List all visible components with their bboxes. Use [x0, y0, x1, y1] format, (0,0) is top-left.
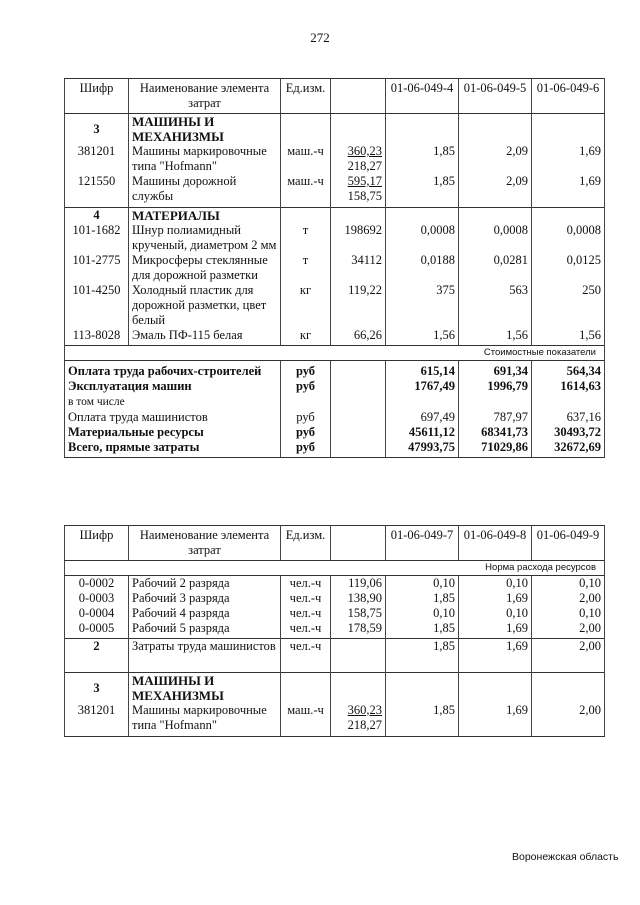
cost-unit: руб [281, 379, 331, 410]
row-code: 101-2775 [65, 253, 129, 283]
row-price: 178,59 [331, 621, 386, 638]
row-price: 198692 [331, 223, 386, 253]
row-value-1: 1,85 [386, 703, 459, 737]
section-row [65, 672, 605, 703]
cost-value-2: 68341,73 [459, 425, 532, 440]
row-value-2: 2,09 [459, 144, 532, 174]
row-code: 101-4250 [65, 283, 129, 328]
row-unit: маш.-ч [281, 144, 331, 174]
cost-value-3: 30493,72 [532, 425, 605, 440]
row-name: Эмаль ПФ-115 белая [129, 328, 281, 346]
header-price [331, 526, 386, 561]
cost-value-3: 637,16 [532, 410, 605, 425]
row-code: 121550 [65, 174, 129, 207]
header-col1: 01-06-049-7 [386, 526, 459, 561]
cost-value-2: 1996,79 [459, 379, 532, 410]
row-price: 119,06 [331, 576, 386, 592]
section-row [65, 638, 605, 672]
section-title: МАШИНЫ И МЕХАНИЗМЫ [129, 672, 281, 703]
band-row [65, 561, 605, 576]
cost-value-1: 697,49 [386, 410, 459, 425]
row-value-1: 1,85 [386, 638, 459, 672]
cost-row [65, 410, 605, 425]
row-price: 360,23 218,27 [331, 703, 386, 737]
row-value-1: 0,10 [386, 606, 459, 621]
row-unit: чел.-ч [281, 621, 331, 638]
row-name: Холодный пластик для дорожной разметки, цвет белый [129, 283, 281, 328]
cost-name: Оплата труда рабочих-строителей [65, 361, 281, 380]
row-unit: кг [281, 283, 331, 328]
row-value-1: 1,85 [386, 174, 459, 207]
table-row [65, 144, 605, 174]
table-row [65, 576, 605, 592]
cost-row [65, 440, 605, 457]
row-value-3: 0,0125 [532, 253, 605, 283]
cost-name: Материальные ресурсы [65, 425, 281, 440]
section-number: 3 [65, 672, 129, 703]
row-value-3: 1,69 [532, 144, 605, 174]
table-row [65, 174, 605, 207]
row-unit: кг [281, 328, 331, 346]
cost-value-3: 32672,69 [532, 440, 605, 457]
section-title: Затраты труда машинистов [129, 638, 281, 672]
band-label: Стоимостные показатели [65, 346, 605, 361]
row-code: 381201 [65, 703, 129, 737]
row-value-3: 1,69 [532, 174, 605, 207]
row-price: 360,23 218,27 [331, 144, 386, 174]
table-header-row [65, 79, 605, 114]
row-name: Рабочий 3 разряда [129, 591, 281, 606]
section-title: МАТЕРИАЛЫ [129, 207, 281, 223]
cost-name: Всего, прямые затраты [65, 440, 281, 457]
estimate-table-1 [64, 78, 605, 458]
row-value-3: 2,00 [532, 591, 605, 606]
row-code: 0-0003 [65, 591, 129, 606]
row-price: 138,90 [331, 591, 386, 606]
row-unit: т [281, 253, 331, 283]
row-value-3: 250 [532, 283, 605, 328]
row-name: Машины маркировочные типа "Hofmann" [129, 144, 281, 174]
cost-row [65, 361, 605, 380]
table-header-row [65, 526, 605, 561]
row-value-2: 1,56 [459, 328, 532, 346]
section-title: МАШИНЫ И МЕХАНИЗМЫ [129, 114, 281, 145]
row-code: 113-8028 [65, 328, 129, 346]
cost-unit: руб [281, 361, 331, 380]
header-col2: 01-06-049-8 [459, 526, 532, 561]
table-row [65, 223, 605, 253]
table-row [65, 591, 605, 606]
row-value-2: 0,10 [459, 606, 532, 621]
estimate-table-2 [64, 525, 605, 737]
row-value-2: 1,69 [459, 621, 532, 638]
header-col3: 01-06-049-6 [532, 79, 605, 114]
cost-name: Эксплуатация машин в том числе [65, 379, 281, 410]
row-code: 0-0004 [65, 606, 129, 621]
cost-row [65, 379, 605, 410]
row-price: 66,26 [331, 328, 386, 346]
row-code: 0-0005 [65, 621, 129, 638]
cost-value-2: 691,34 [459, 361, 532, 380]
cost-name: Оплата труда машинистов [65, 410, 281, 425]
row-value-2: 563 [459, 283, 532, 328]
cost-value-1: 1767,49 [386, 379, 459, 410]
header-code: Шифр [65, 526, 129, 561]
header-price [331, 79, 386, 114]
row-unit: чел.-ч [281, 606, 331, 621]
cost-value-1: 615,14 [386, 361, 459, 380]
header-col1: 01-06-049-4 [386, 79, 459, 114]
row-unit: чел.-ч [281, 638, 331, 672]
cost-value-3: 564,34 [532, 361, 605, 380]
section-row [65, 114, 605, 145]
row-value-1: 0,0188 [386, 253, 459, 283]
row-value-2: 1,69 [459, 638, 532, 672]
row-value-3: 0,0008 [532, 223, 605, 253]
table-row [65, 328, 605, 346]
row-value-2: 0,0281 [459, 253, 532, 283]
row-value-2: 1,69 [459, 591, 532, 606]
header-unit: Ед.изм. [281, 79, 331, 114]
row-name: Машины маркировочные типа "Hofmann" [129, 703, 281, 737]
row-name: Шнур полиамидный крученый, диаметром 2 мм [129, 223, 281, 253]
row-value-2: 1,69 [459, 703, 532, 737]
section-number: 2 [65, 638, 129, 672]
row-value-1: 1,85 [386, 591, 459, 606]
row-name: Машины дорожной службы [129, 174, 281, 207]
row-price: 158,75 [331, 606, 386, 621]
band-label: Норма расхода ресурсов [65, 561, 605, 576]
cost-value-2: 71029,86 [459, 440, 532, 457]
header-name: Наименование элемента затрат [129, 79, 281, 114]
row-code: 101-1682 [65, 223, 129, 253]
row-code: 381201 [65, 144, 129, 174]
section-number: 4 [65, 207, 129, 223]
row-unit: маш.-ч [281, 174, 331, 207]
row-value-2: 0,10 [459, 576, 532, 592]
row-value-3: 2,00 [532, 621, 605, 638]
row-unit: т [281, 223, 331, 253]
table-row [65, 703, 605, 737]
cost-value-1: 47993,75 [386, 440, 459, 457]
row-name: Рабочий 2 разряда [129, 576, 281, 592]
table-row [65, 283, 605, 328]
cost-row [65, 425, 605, 440]
row-unit: чел.-ч [281, 576, 331, 592]
cost-value-2: 787,97 [459, 410, 532, 425]
row-value-2: 0,0008 [459, 223, 532, 253]
table-row [65, 253, 605, 283]
row-value-1: 375 [386, 283, 459, 328]
cost-unit: руб [281, 440, 331, 457]
row-name: Рабочий 4 разряда [129, 606, 281, 621]
row-value-1: 1,85 [386, 621, 459, 638]
band-row [65, 346, 605, 361]
row-price: 119,22 [331, 283, 386, 328]
row-value-3: 2,00 [532, 638, 605, 672]
row-value-1: 1,56 [386, 328, 459, 346]
header-name: Наименование элемента затрат [129, 526, 281, 561]
footer-region: Воронежская область [512, 851, 619, 863]
row-value-3: 2,00 [532, 703, 605, 737]
row-code: 0-0002 [65, 576, 129, 592]
header-col3: 01-06-049-9 [532, 526, 605, 561]
row-value-1: 0,0008 [386, 223, 459, 253]
row-price: 595,17 158,75 [331, 174, 386, 207]
cost-unit: руб [281, 410, 331, 425]
row-name: Рабочий 5 разряда [129, 621, 281, 638]
header-code: Шифр [65, 79, 129, 114]
cost-value-1: 45611,12 [386, 425, 459, 440]
row-unit: чел.-ч [281, 591, 331, 606]
row-unit: маш.-ч [281, 703, 331, 737]
row-value-1: 1,85 [386, 144, 459, 174]
row-value-3: 1,56 [532, 328, 605, 346]
row-price: 34112 [331, 253, 386, 283]
row-value-3: 0,10 [532, 606, 605, 621]
header-col2: 01-06-049-5 [459, 79, 532, 114]
section-row [65, 207, 605, 223]
section-number: 3 [65, 114, 129, 145]
page-number: 272 [310, 30, 330, 45]
row-value-2: 2,09 [459, 174, 532, 207]
row-value-3: 0,10 [532, 576, 605, 592]
table-row [65, 621, 605, 638]
row-value-1: 0,10 [386, 576, 459, 592]
row-name: Микросферы стеклянные для дорожной разметки [129, 253, 281, 283]
table-row [65, 606, 605, 621]
header-unit: Ед.изм. [281, 526, 331, 561]
cost-value-3: 1614,63 [532, 379, 605, 410]
cost-unit: руб [281, 425, 331, 440]
